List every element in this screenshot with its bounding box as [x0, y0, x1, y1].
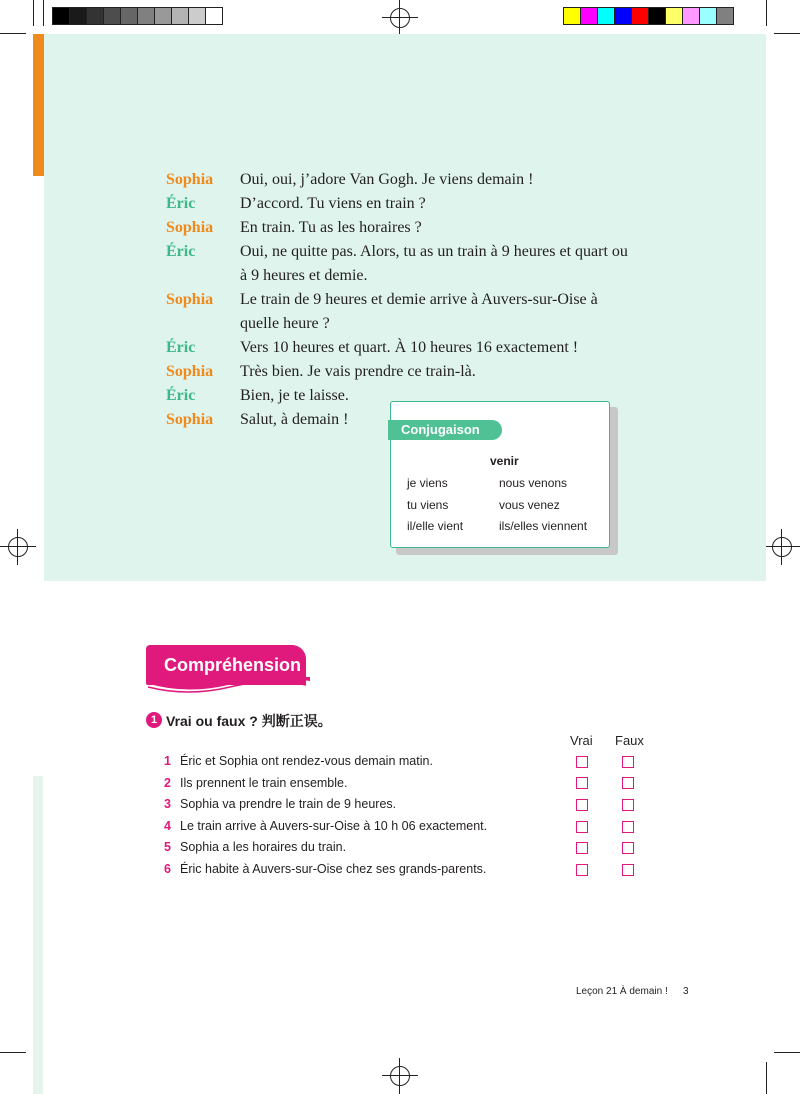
registration-mark-left [0, 529, 36, 565]
page-number: 3 [683, 986, 689, 997]
badge-curl [146, 677, 310, 693]
speaker-name: Éric [166, 339, 196, 356]
color-swatch [86, 7, 104, 25]
question-number: 1 [146, 712, 162, 728]
conj-form: ils/elles viennent [499, 519, 588, 533]
color-swatch [682, 7, 700, 25]
vrai-checkbox[interactable] [576, 864, 588, 876]
speaker-name: Éric [166, 387, 196, 404]
crop-mark [766, 0, 767, 26]
speaker-name: Sophia [166, 291, 214, 308]
true-false-list [164, 751, 684, 881]
crop-mark [43, 0, 44, 26]
conj-form: il/elle vient [407, 519, 464, 533]
speaker-name: Sophia [166, 363, 214, 380]
faux-checkbox[interactable] [622, 756, 634, 768]
color-swatch [699, 7, 717, 25]
faux-checkbox[interactable] [622, 777, 634, 789]
crop-mark [33, 0, 34, 26]
speaker-name: Éric [166, 195, 196, 212]
color-bar [563, 7, 733, 24]
conj-form: nous venons [499, 476, 568, 490]
question-item [164, 816, 684, 838]
speech-text: Oui, oui, j’adore Van Gogh. Je viens demain ! [240, 171, 534, 188]
crop-mark [0, 33, 26, 34]
item-text: Sophia a les horaires du train. [180, 840, 347, 855]
item-number: 3 [164, 797, 171, 812]
faux-checkbox[interactable] [622, 842, 634, 854]
item-number: 6 [164, 861, 171, 876]
color-swatch [597, 7, 615, 25]
color-swatch [631, 7, 649, 25]
dialogue-line [166, 216, 636, 240]
crop-mark [774, 33, 800, 34]
column-vrai: Vrai [570, 733, 593, 748]
dialogue-line [166, 336, 636, 360]
speech-text: D’accord. Tu viens en train ? [240, 195, 426, 212]
crop-mark [766, 1062, 767, 1094]
vrai-checkbox[interactable] [576, 756, 588, 768]
speaker-name: Sophia [166, 219, 214, 236]
registration-mark-top [382, 0, 418, 36]
item-text: Le train arrive à Auvers-sur-Oise à 10 h 06 exactement. [180, 818, 488, 833]
color-swatch [171, 7, 189, 25]
item-number: 5 [164, 840, 171, 855]
question-item [164, 837, 684, 859]
dialogue [166, 168, 636, 432]
faux-checkbox[interactable] [622, 821, 634, 833]
conj-form: je viens [407, 476, 448, 490]
item-number: 1 [164, 754, 171, 768]
color-swatch [205, 7, 223, 25]
speech-text: Vers 10 heures et quart. À 10 heures 16 exactement ! [240, 339, 579, 356]
question-item [164, 773, 684, 795]
column-faux: Faux [615, 733, 644, 748]
item-text: Sophia va prendre le train de 9 heures. [180, 797, 397, 812]
conjugaison-label: Conjugaison [388, 420, 502, 440]
vrai-checkbox[interactable] [576, 799, 588, 811]
question-item [164, 794, 684, 816]
question-title: Vrai ou faux ? 判断正误。 [166, 713, 332, 729]
side-strip [33, 776, 43, 1094]
color-swatch [137, 7, 155, 25]
speech-text: Oui, ne quitte pas. Alors, tu as un train à 9 heures et quart ou à 9 heures et demie. [240, 243, 628, 284]
orange-side-tab [33, 34, 44, 176]
question-item [164, 751, 684, 773]
dialogue-line [166, 360, 636, 384]
faux-checkbox[interactable] [622, 864, 634, 876]
speech-text: Bien, je te laisse. [240, 387, 349, 404]
color-swatch [665, 7, 683, 25]
dialogue-line [166, 240, 636, 288]
speech-text: Le train de 9 heures et demie arrive à Auvers-sur-Oise à quelle heure ? [240, 291, 598, 332]
color-swatch [103, 7, 121, 25]
color-swatch [716, 7, 734, 25]
item-text: Éric habite à Auvers-sur-Oise chez ses grands-parents. [180, 861, 487, 876]
question-item [164, 859, 684, 881]
color-swatch [120, 7, 138, 25]
color-swatch [648, 7, 666, 25]
vrai-checkbox[interactable] [576, 821, 588, 833]
color-swatch [188, 7, 206, 25]
speaker-name: Sophia [166, 411, 214, 428]
speech-text: Salut, à demain ! [240, 411, 349, 428]
crop-mark [774, 1052, 800, 1053]
dialogue-line [166, 192, 636, 216]
color-swatch [52, 7, 70, 25]
item-number: 4 [164, 818, 171, 833]
item-text: Ils prennent le train ensemble. [180, 775, 348, 790]
crop-mark [0, 1052, 26, 1053]
color-swatch [69, 7, 87, 25]
footer-lesson: Leçon 21 À demain ! [576, 986, 668, 997]
dialogue-line [166, 168, 636, 192]
speech-text: En train. Tu as les horaires ? [240, 219, 422, 236]
speaker-name: Sophia [166, 171, 214, 188]
color-swatch [563, 7, 581, 25]
item-text: Éric et Sophia ont rendez-vous demain matin. [180, 754, 433, 768]
color-swatch [154, 7, 172, 25]
speech-text: Très bien. Je vais prendre ce train-là. [240, 363, 476, 380]
comprehension-title: Compréhension [164, 655, 302, 675]
registration-mark-right [764, 529, 800, 565]
conjugaison-verb: venir [490, 454, 519, 468]
color-swatch [614, 7, 632, 25]
item-number: 2 [164, 775, 171, 790]
vrai-checkbox[interactable] [576, 842, 588, 854]
grayscale-bar [52, 7, 222, 24]
conj-form: vous venez [499, 498, 560, 512]
dialogue-line [166, 288, 636, 336]
faux-checkbox[interactable] [622, 799, 634, 811]
conj-form: tu viens [407, 498, 449, 512]
speaker-name: Éric [166, 243, 196, 260]
color-swatch [580, 7, 598, 25]
registration-mark-bottom [382, 1058, 418, 1094]
vrai-checkbox[interactable] [576, 777, 588, 789]
